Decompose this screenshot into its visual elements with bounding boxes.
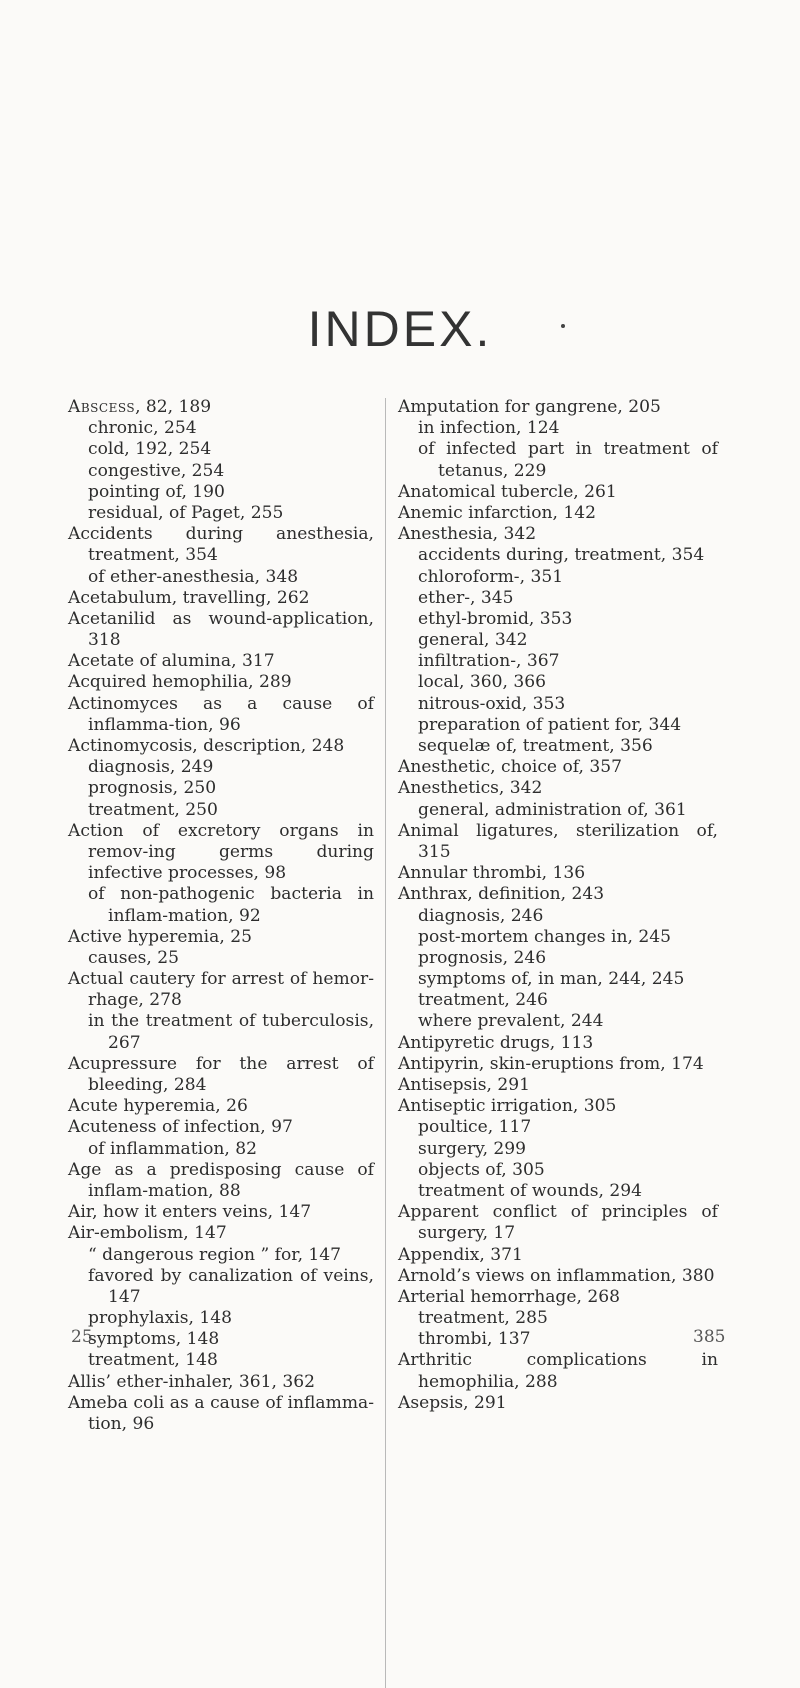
index-entry: chloroform-, 351 (418, 566, 564, 587)
index-entry: treatment, 148 (88, 1350, 218, 1371)
index-entry: accidents during, treatment, 354 (418, 545, 705, 566)
index-entry: diagnosis, 249 (88, 757, 214, 778)
index-entry: treatment, 285 (418, 1308, 548, 1329)
index-entry: symptoms of, in man, 244, 245 (418, 969, 685, 990)
index-entry: in the treatment of tuberculosis, 267 (88, 1011, 374, 1053)
index-entry: Anthrax, definition, 243 (398, 884, 605, 905)
index-entry: treatment, 250 (88, 799, 218, 820)
index-entry: favored by canalization of veins, 147 (88, 1265, 374, 1307)
index-entry: prognosis, 250 (88, 778, 217, 799)
index-entry: ethyl-bromid, 353 (418, 608, 573, 629)
index-entry: surgery, 299 (418, 1138, 527, 1159)
index-entry: Anemic infarction, 142 (398, 502, 597, 523)
index-entry: Ameba coli as a cause of inflamma-tion, 96 (68, 1392, 374, 1434)
index-entry: general, 342 (418, 630, 528, 651)
index-entry: ether-, 345 (418, 587, 514, 608)
index-entry: post-mortem changes in, 245 (418, 926, 671, 947)
index-entry: Acupressure for the arrest of bleeding, 284 (68, 1053, 374, 1095)
index-entry: pointing of, 190 (88, 481, 225, 502)
index-entry: Antipyretic drugs, 113 (398, 1032, 594, 1053)
index-entry: infiltration-, 367 (418, 651, 560, 672)
page-number: 385 (693, 1327, 726, 1347)
index-entry: Antipyrin, skin-eruptions from, 174 (398, 1053, 704, 1074)
index-entry: “ dangerous region ” for, 147 (88, 1244, 342, 1265)
index-entry: Asepsis, 291 (398, 1392, 507, 1413)
index-entry: Active hyperemia, 25 (68, 926, 252, 947)
index-entry: Anesthetic, choice of, 357 (398, 757, 622, 778)
index-entry: causes, 25 (88, 947, 180, 968)
index-entry: Arthritic complications in hemophilia, 288 (398, 1350, 718, 1392)
index-entry: Apparent conflict of principles of surgery, 17 (398, 1202, 718, 1244)
index-entry: Actinomyces as a cause of inflamma-tion, 96 (68, 693, 374, 735)
index-entry: Acute hyperemia, 26 (68, 1096, 248, 1117)
index-entry: Appendix, 371 (398, 1244, 523, 1265)
index-entry: chronic, 254 (88, 418, 197, 439)
index-entry: Age as a predisposing cause of inflam-mation, 88 (68, 1159, 374, 1201)
index-entry: Acetate of alumina, 317 (68, 651, 275, 672)
index-entry: thrombi, 137 (418, 1329, 531, 1350)
index-entry: where prevalent, 244 (418, 1011, 604, 1032)
index-entry: prognosis, 246 (418, 947, 547, 968)
index-entry: of inflammation, 82 (88, 1138, 257, 1159)
index-entry: Accidents during anesthesia, treatment, 354 (68, 524, 374, 566)
index-entry: of infected part in treatment of tetanus, 229 (418, 439, 718, 481)
index-entry: sequelæ of, treatment, 356 (418, 736, 653, 756)
index-entry: objects of, 305 (418, 1159, 545, 1180)
index-entry: of ether-anesthesia, 348 (88, 566, 299, 587)
index-entry: Antiseptic irrigation, 305 (398, 1096, 617, 1117)
index-entry: Anesthetics, 342 (398, 778, 543, 799)
index-entry: Action of excretory organs in remov-ing germs during infective processes, 98 (68, 820, 374, 884)
index-entry: Abscess, 82, 189 (68, 397, 212, 417)
signature-mark: 25 (71, 1327, 93, 1347)
index-entry: treatment of wounds, 294 (418, 1180, 643, 1201)
index-entry: Acquired hemophilia, 289 (68, 672, 292, 693)
index-entry: symptoms, 148 (88, 1329, 220, 1350)
index-entry: Animal ligatures, sterilization of, 315 (398, 820, 718, 862)
index-entry: poultice, 117 (418, 1117, 532, 1138)
index-entry: treatment, 246 (418, 990, 548, 1011)
index-entry: Annular thrombi, 136 (398, 863, 586, 884)
index-entry: Amputation for gangrene, 205 (398, 397, 661, 417)
index-entry: Actinomycosis, description, 248 (68, 736, 345, 756)
index-entry: preparation of patient for, 344 (418, 714, 682, 735)
index-entry: Acetabulum, travelling, 262 (68, 587, 310, 608)
index-entry: prophylaxis, 148 (88, 1308, 233, 1329)
index-entry: Air, how it enters veins, 147 (68, 1202, 312, 1223)
index-entry: residual, of Paget, 255 (88, 502, 284, 523)
index-column-left (68, 397, 374, 1435)
index-entry: Arnold’s views on inflammation, 380 (398, 1265, 715, 1286)
index-entry: nitrous-oxid, 353 (418, 693, 566, 714)
index-entry: local, 360, 366 (418, 672, 546, 693)
index-entry: Actual cautery for arrest of hemor-rhage, 278 (68, 969, 374, 1011)
index-entry: Allis’ ether-inhaler, 361, 362 (68, 1371, 315, 1392)
index-entry: cold, 192, 254 (88, 439, 212, 460)
index-entry: Acetanilid as wound-application, 318 (68, 608, 374, 651)
title-stray-dot (561, 324, 565, 328)
index-column-right (398, 397, 718, 1414)
index-entry: Air-embolism, 147 (68, 1223, 227, 1244)
index-entry: of non-pathogenic bacteria in inflam-mation, 92 (88, 884, 374, 926)
column-divider (385, 398, 386, 1688)
index-entry: congestive, 254 (88, 460, 225, 481)
page-title: INDEX. (307, 301, 493, 357)
index-entry: Acuteness of infection, 97 (68, 1117, 293, 1138)
index-entry: general, administration of, 361 (418, 799, 687, 820)
index-entry: Anatomical tubercle, 261 (398, 481, 617, 502)
index-entry: in infection, 124 (418, 418, 560, 439)
index-entry: diagnosis, 246 (418, 905, 544, 926)
index-entry: Arterial hemorrhage, 268 (398, 1286, 620, 1307)
index-entry: Antisepsis, 291 (398, 1075, 531, 1095)
index-entry: Anesthesia, 342 (398, 524, 537, 545)
